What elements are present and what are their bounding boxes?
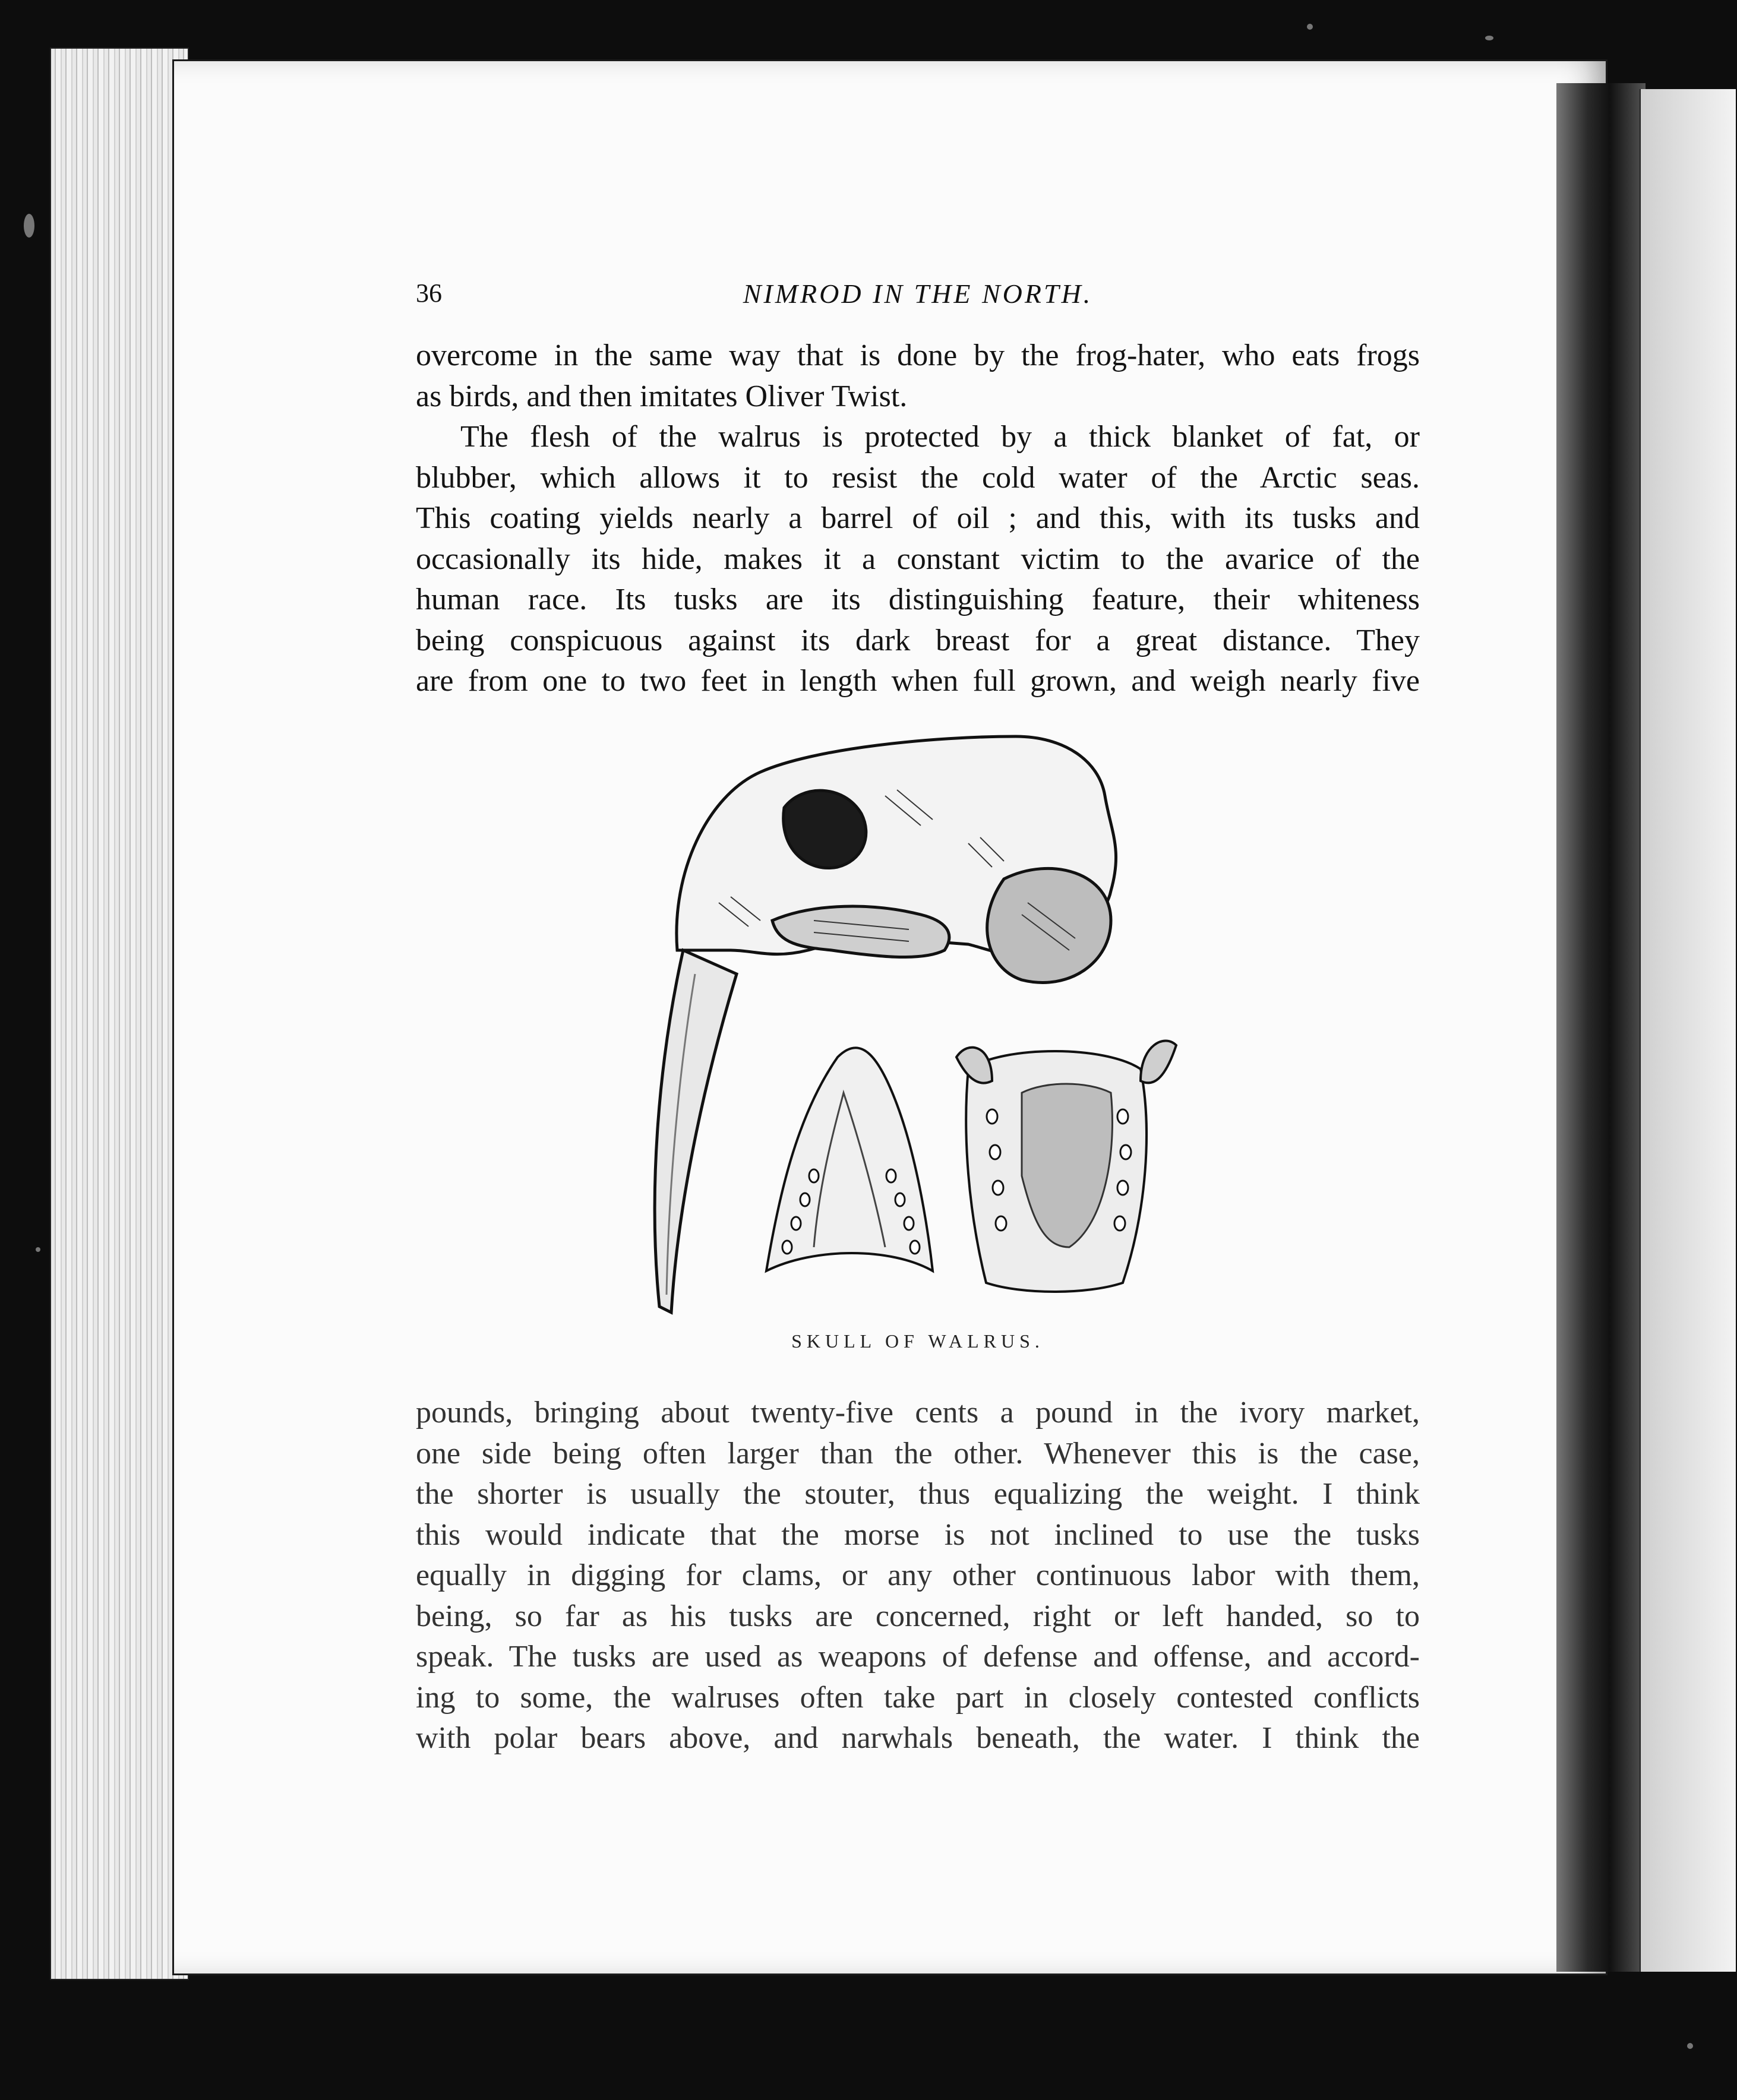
- text-line: being, so far as his tusks are concerned, right or left handed, so to: [416, 1599, 1420, 1633]
- film-speck: [36, 1247, 40, 1252]
- walrus-skull-illustration: [636, 725, 1200, 1330]
- text-line: being conspicuous against its dark breast for a great distance. They: [416, 623, 1420, 657]
- film-speck: [1307, 24, 1313, 30]
- text-block-top: [416, 336, 1420, 702]
- book-gutter-shadow: [1556, 83, 1646, 1972]
- text-line: occasionally its hide, makes it a constant victim to the avarice of the: [416, 542, 1420, 576]
- text-line: ing to some, the walruses often take part in closely contested conflicts: [416, 1680, 1420, 1715]
- running-head: [416, 278, 1420, 314]
- skull-upper-jaw-view: [956, 1041, 1176, 1292]
- text-line: pounds, bringing about twenty-five cents a pound in the ivory market,: [416, 1396, 1420, 1429]
- text-line: overcome in the same way that is done by the frog-hater, who eats frogs: [416, 339, 1420, 372]
- text-line: this would indicate that the morse is not inclined to use the tusks: [416, 1517, 1420, 1552]
- text-line: This coating yields nearly a barrel of oil ; and this, with its tusks and: [416, 501, 1420, 535]
- running-title: NIMROD IN THE NORTH.: [743, 279, 1093, 309]
- film-speck: [24, 214, 34, 238]
- text-line: The flesh of the walrus is protected by a thick blanket of fat, or: [460, 420, 1420, 454]
- text-line: human race. Its tusks are its distinguishing feature, their whiteness: [416, 583, 1420, 616]
- film-speck: [1485, 36, 1493, 40]
- text-block-bottom: [416, 1393, 1420, 1759]
- skull-side-view: [677, 736, 1116, 982]
- film-speck: [1687, 2043, 1693, 2049]
- text-line: one side being often larger than the other. Whenever this is the case,: [416, 1436, 1420, 1470]
- page-stack-edges: [50, 48, 189, 1980]
- text-line: equally in digging for clams, or any other continuous labor with them,: [416, 1558, 1420, 1592]
- text-line: the shorter is usually the stouter, thus equalizing the weight. I think: [416, 1477, 1420, 1511]
- page-number: 36: [416, 279, 442, 308]
- text-line: with polar bears above, and narwhals beneath, the water. I think the: [416, 1721, 1420, 1755]
- text-line: blubber, which allows it to resist the cold water of the Arctic seas.: [416, 460, 1420, 495]
- text-line: are from one to two feet in length when full grown, and weigh nearly five: [416, 664, 1420, 698]
- figure-caption: SKULL OF WALRUS.: [791, 1330, 1044, 1352]
- text-line: speak. The tusks are used as weapons of defense and offense, and accord-: [416, 1640, 1420, 1674]
- skull-palate-view: [766, 1048, 933, 1271]
- facing-page-edge: [1640, 89, 1736, 1972]
- text-line: as birds, and then imitates Oliver Twist.: [416, 379, 908, 413]
